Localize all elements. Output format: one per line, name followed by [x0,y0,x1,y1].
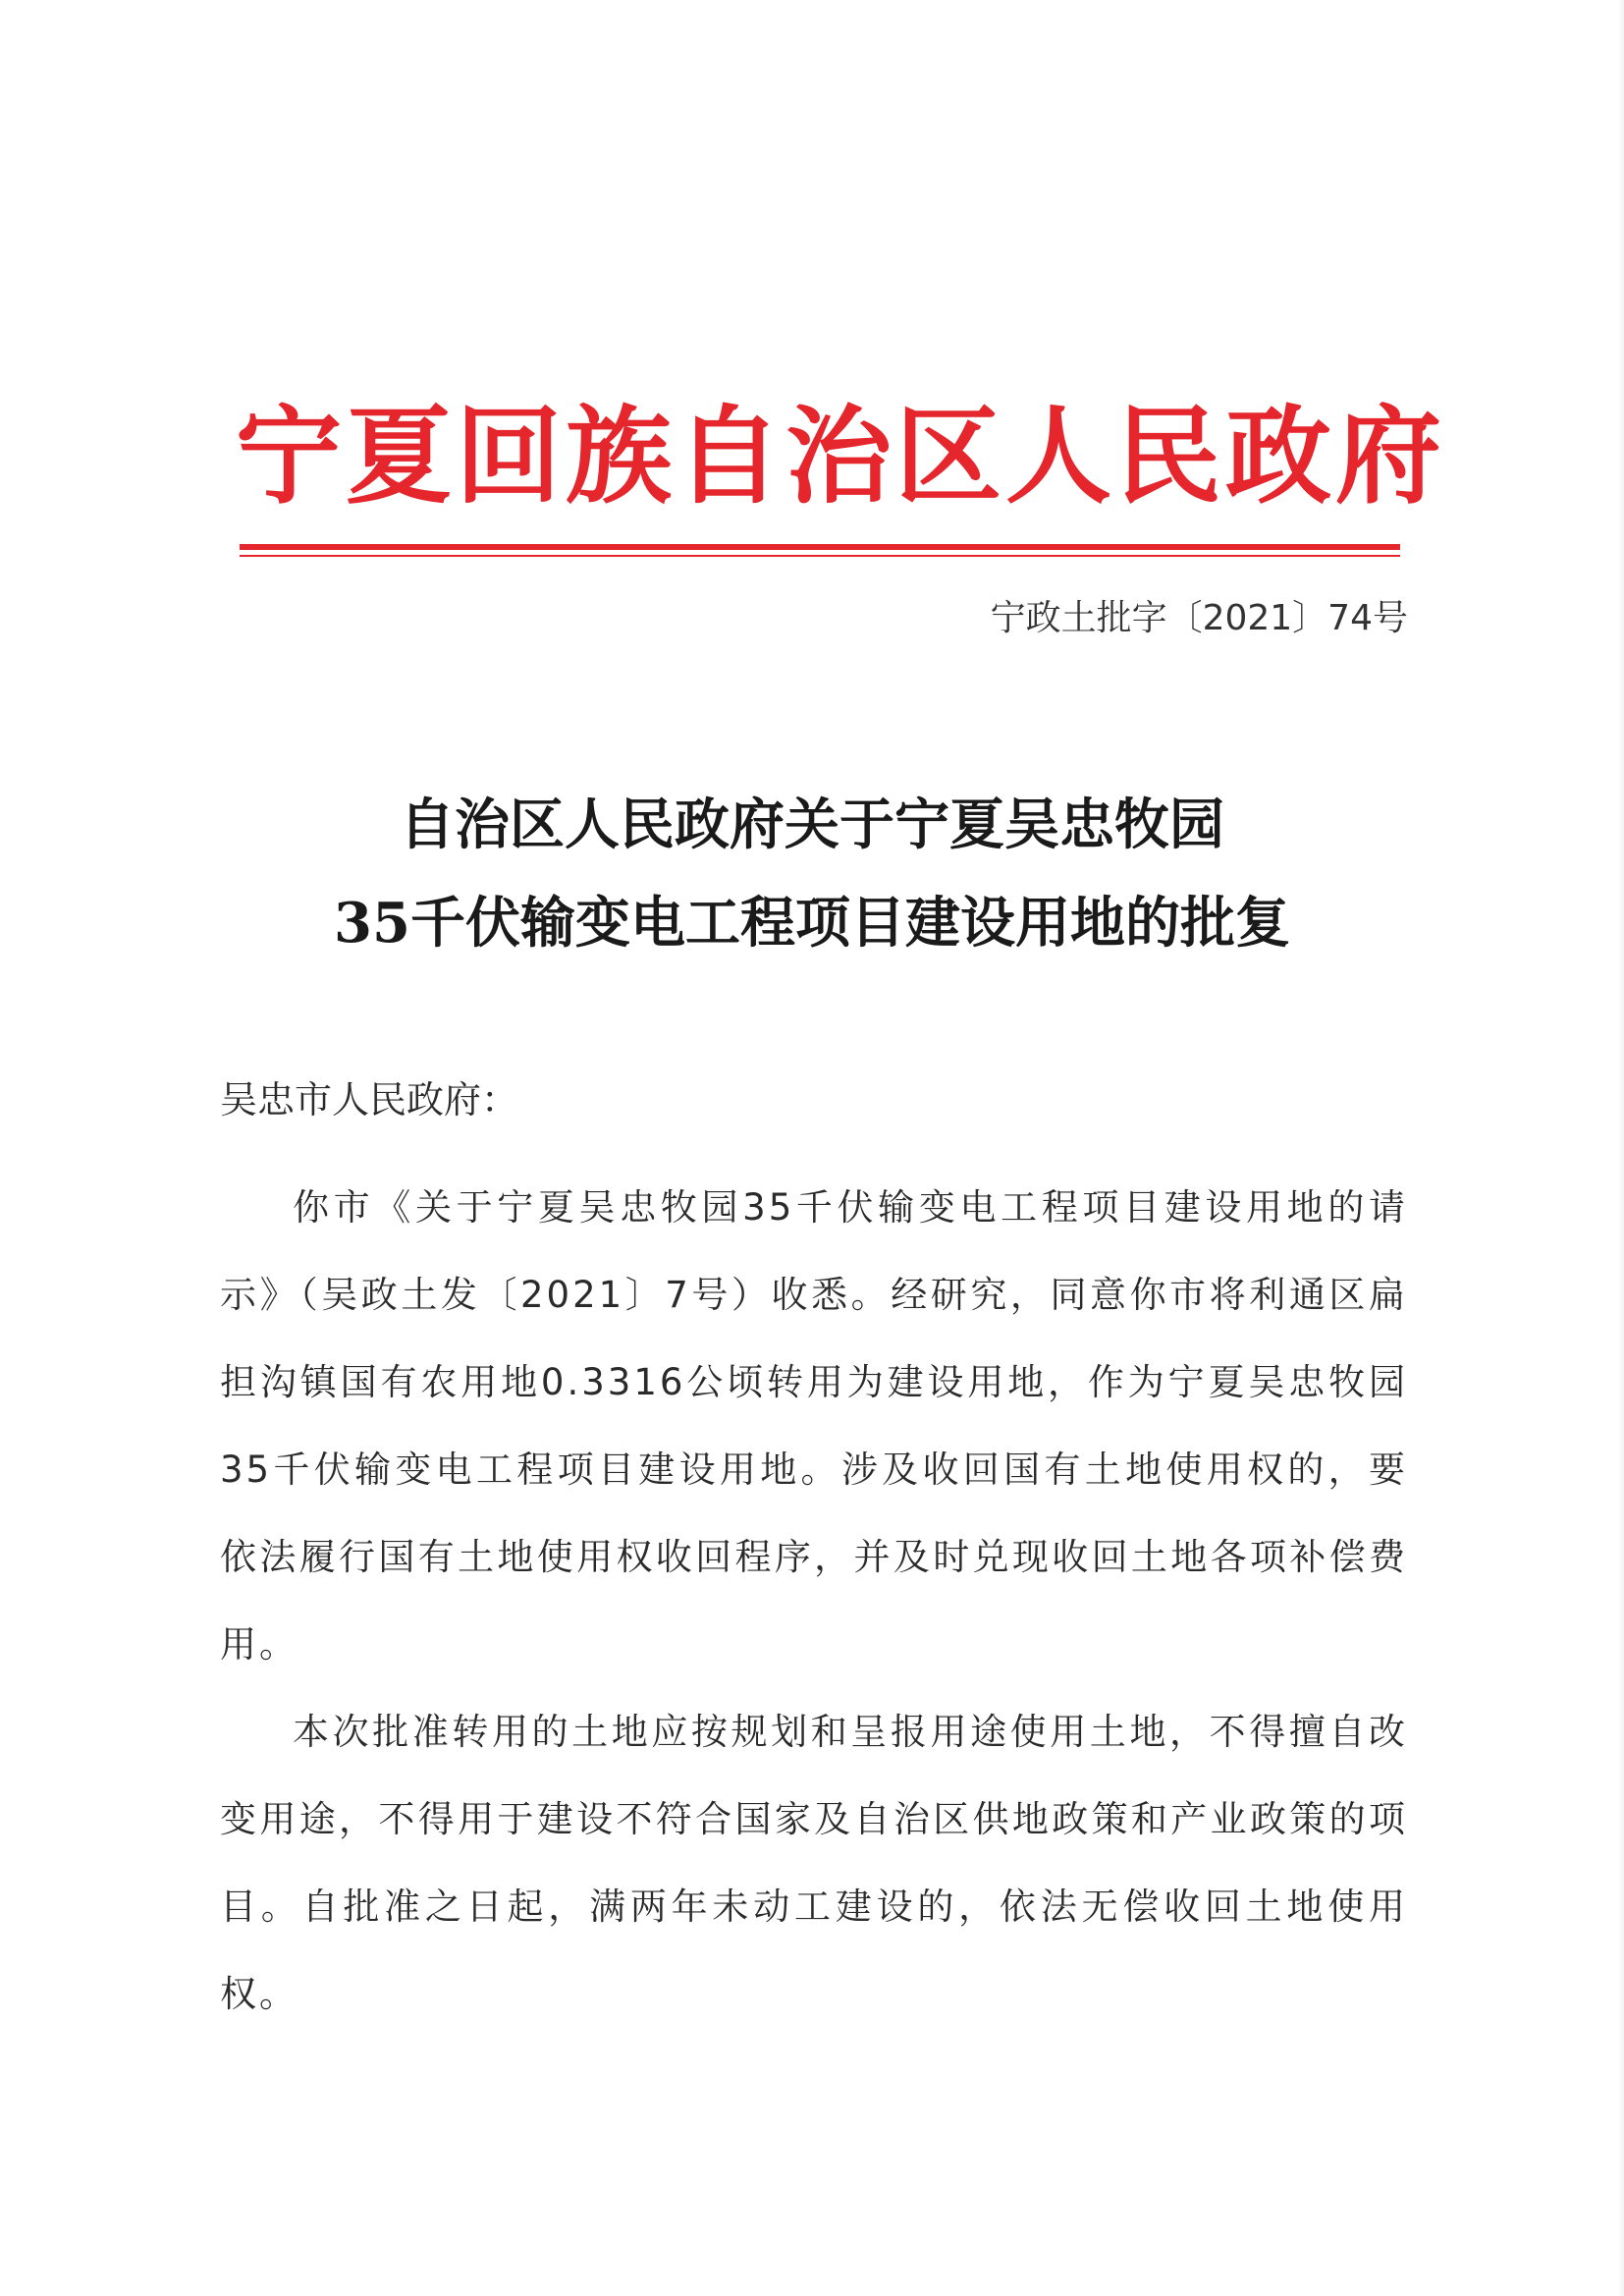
header-red-rule-thick [240,544,1400,550]
letter-body [220,1164,1408,2038]
document-number: 宁政土批字〔2021〕74号 [990,598,1408,638]
document-title [216,776,1408,972]
header-red-rule-thin [240,555,1400,557]
addressee: 吴忠市人民政府： [220,1078,519,1121]
issuer-masthead: 宁夏回族自治区人民政府 [236,395,1446,519]
scan-edge-shadow [1618,0,1624,2296]
body-paragraph-2: 本次批准转用的土地应按规划和呈报用途使用土地，不得擅自改变用途，不得用于建设不符合国家及自治区供地政策和产业政策的项目。自批准之日起，满两年未动工建设的，依法无偿收回土地使用权。 [220,1711,1408,2015]
body-paragraph-1: 你市《关于宁夏吴忠牧园35千伏输变电工程项目建设用地的请示》（吴政土发〔2021〕7号）收悉。经研究，同意你市将利通区扁担沟镇国有农用地0.3316公顷转用为建设用地，作为宁夏吴忠牧园35千伏输变电工程项目建设用地。涉及收回国有土地使用权的，要依法履行国有土地使用权收回程序，并及时兑现收回土地各项补偿费用。 [220,1186,1408,1666]
title-line-1: 自治区人民政府关于宁夏吴忠牧园 [400,793,1224,857]
title-line-2: 35千伏输变电工程项目建设用地的批复 [334,891,1290,956]
